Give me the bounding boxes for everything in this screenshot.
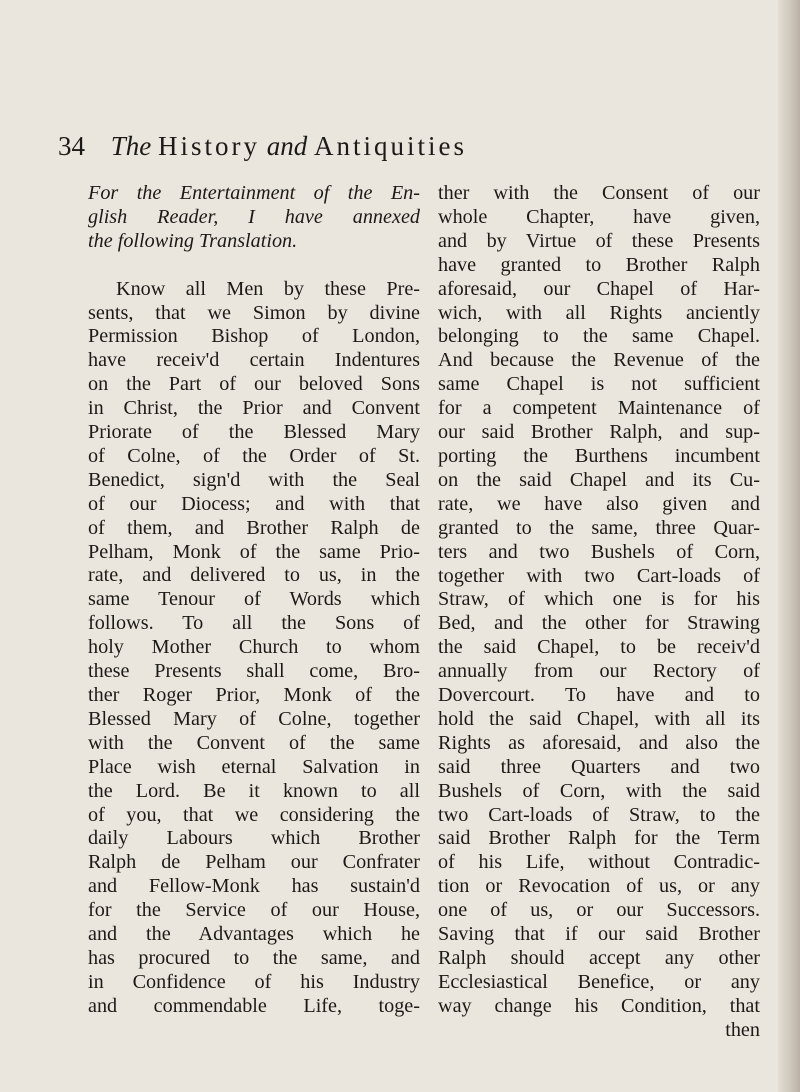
text-line: and the Advantages which he	[88, 923, 420, 946]
text-line: of our Diocess; and with that	[88, 492, 420, 515]
left-text-column	[88, 182, 420, 1019]
text-line: has procured to the same, and	[88, 946, 420, 969]
text-line: holy Mother Church to whom	[88, 636, 420, 659]
running-title-and: and	[266, 131, 308, 161]
text-line: hold the said Chapel, with all its	[438, 707, 760, 730]
text-line: rate, we have also given and	[438, 492, 760, 515]
running-title-the: The	[110, 131, 152, 161]
text-line: Bushels of Corn, with the said	[438, 779, 760, 802]
text-line: our said Brother Ralph, and sup-	[438, 421, 760, 444]
text-line: these Presents shall come, Bro-	[88, 660, 420, 683]
text-line: the following Translation.	[88, 229, 298, 252]
text-line: Rights as aforesaid, and also the	[438, 731, 760, 754]
text-line: of them, and Brother Ralph de	[88, 516, 420, 539]
text-line: together with two Cart-loads of	[438, 564, 760, 587]
text-line: sents, that we Simon by divine	[88, 301, 420, 324]
text-line: way change his Condition, that	[438, 994, 760, 1017]
text-line: Blessed Mary of Colne, together	[88, 707, 420, 730]
text-line: granted to the same, three Quar-	[438, 516, 760, 539]
text-line: and commendable Life, toge-	[88, 994, 420, 1017]
text-line: have receiv'd certain Indentures	[88, 349, 420, 372]
text-line: ther with the Consent of our	[438, 182, 760, 204]
text-line: tion or Revocation of us, or any	[438, 875, 760, 898]
text-line: of Colne, of the Order of St.	[88, 444, 420, 467]
text-line: the said Chapel, to be receiv'd	[438, 636, 760, 659]
text-line: have granted to Brother Ralph	[438, 253, 760, 276]
text-line: of you, that we considering the	[88, 803, 420, 826]
running-title-antiquities: Antiquities	[314, 131, 467, 161]
text-line: For the Entertainment of the En-	[88, 182, 420, 204]
text-line: the Lord. Be it known to all	[88, 779, 420, 802]
text-line: Benedict, sign'd with the Seal	[88, 468, 420, 491]
text-line: Ralph de Pelham our Confrater	[88, 851, 420, 874]
text-line: on the Part of our beloved Sons	[88, 373, 420, 396]
text-line: for a competent Maintenance of	[438, 397, 760, 420]
text-line: Know all Men by these Pre-	[116, 277, 420, 300]
text-line: annually from our Rectory of	[438, 660, 760, 683]
text-line: Priorate of the Blessed Mary	[88, 421, 420, 444]
text-line: ther Roger Prior, Monk of the	[88, 684, 420, 707]
text-line: ters and two Bushels of Corn,	[438, 540, 760, 563]
text-line: rate, and delivered to us, in the	[88, 564, 420, 587]
text-line: said three Quarters and two	[438, 755, 760, 778]
text-line: Bed, and the other for Strawing	[438, 612, 760, 635]
text-line: same Chapel is not sufficient	[438, 373, 760, 396]
page-edge-shadow	[778, 0, 800, 1092]
text-line: belonging to the same Chapel.	[438, 325, 760, 348]
text-line: wich, with all Rights anciently	[438, 301, 760, 324]
text-line: daily Labours which Brother	[88, 827, 420, 850]
text-line: glish Reader, I have annexed	[88, 205, 420, 228]
text-line: Saving that if our said Brother	[438, 923, 760, 946]
text-line: Ecclesiastical Benefice, or any	[438, 970, 760, 993]
blank-line	[88, 254, 420, 278]
text-line: Place wish eternal Salvation in	[88, 755, 420, 778]
text-line: in Confidence of his Industry	[88, 970, 420, 993]
text-line: and Fellow-Monk has sustain'd	[88, 875, 420, 898]
text-line: two Cart-loads of Straw, to the	[438, 803, 760, 826]
text-line: for the Service of our House,	[88, 899, 420, 922]
text-line: and by Virtue of these Presents	[438, 229, 760, 252]
text-line: said Brother Ralph for the Term	[438, 827, 760, 850]
text-line: Pelham, Monk of the same Prio-	[88, 540, 420, 563]
text-line: And because the Revenue of the	[438, 349, 760, 372]
text-line: Dovercourt. To have and to	[438, 684, 760, 707]
running-header	[58, 128, 758, 164]
text-line: Permission Bishop of London,	[88, 325, 420, 348]
text-line: of his Life, without Contradic-	[438, 851, 760, 874]
text-line: whole Chapter, have given,	[438, 205, 760, 228]
running-title-history: History	[158, 131, 260, 161]
text-line: in Christ, the Prior and Convent	[88, 397, 420, 420]
right-text-column	[438, 182, 760, 1043]
text-line: same Tenour of Words which	[88, 588, 420, 611]
text-line: follows. To all the Sons of	[88, 612, 420, 635]
text-line: Ralph should accept any other	[438, 947, 760, 969]
page-number: 34	[58, 131, 85, 161]
text-line: with the Convent of the same	[88, 731, 420, 754]
text-line: on the said Chapel and its Cu-	[438, 468, 760, 491]
text-line: aforesaid, our Chapel of Har-	[438, 277, 760, 300]
catchword: then	[725, 1018, 760, 1041]
text-line: porting the Burthens incumbent	[438, 444, 760, 467]
text-line: one of us, or our Successors.	[438, 899, 760, 922]
text-line: Straw, of which one is for his	[438, 588, 760, 611]
